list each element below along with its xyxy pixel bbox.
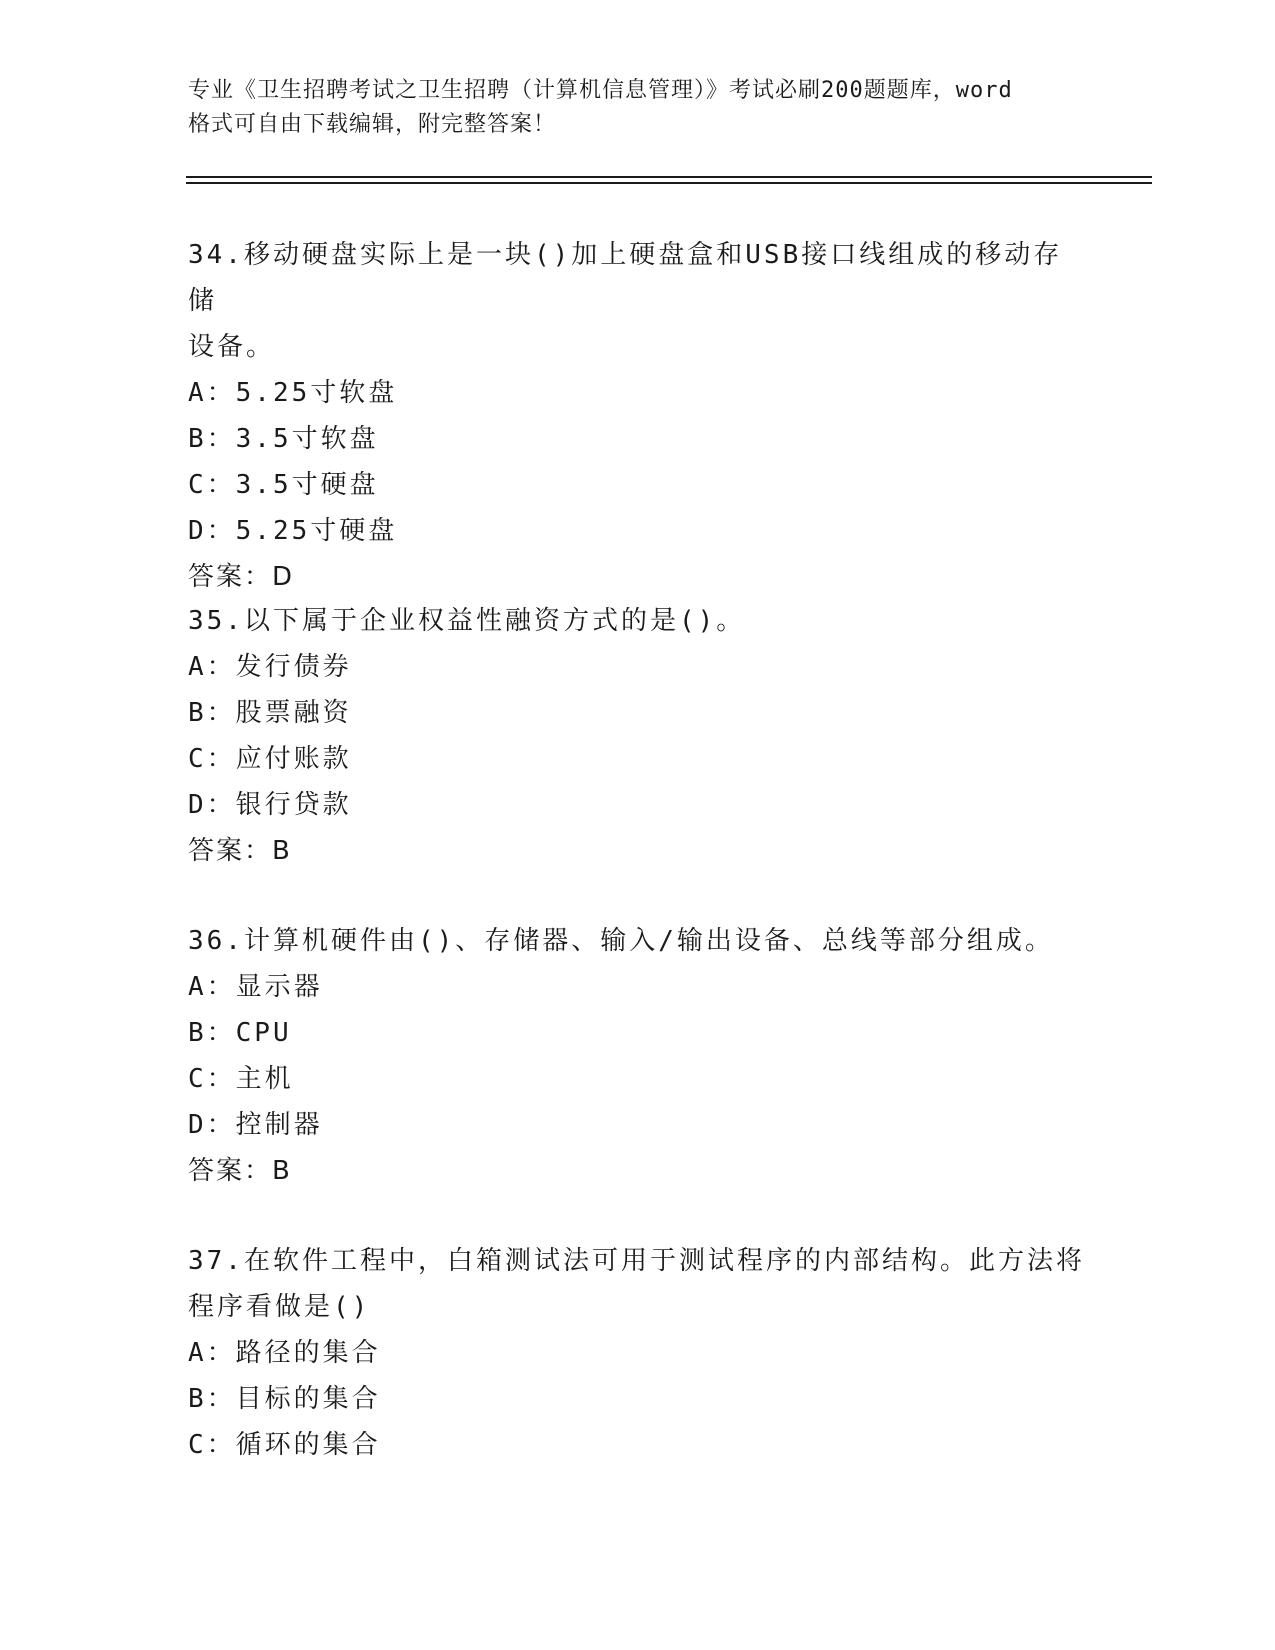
question-34-option-a xyxy=(188,370,1088,416)
question-36 xyxy=(188,918,1088,1194)
question-36-text-line-1: 36.计算机硬件由()、存储器、输入/输出设备、总线等部分组成。 xyxy=(188,926,1054,956)
option-text: 显示器 xyxy=(235,972,323,1002)
question-35-option-b xyxy=(188,690,1088,736)
option-label: D： xyxy=(188,516,236,546)
question-34-option-d xyxy=(188,508,1088,554)
option-label: B： xyxy=(188,1018,236,1048)
option-text: 控制器 xyxy=(235,1110,323,1140)
question-37-text-line-2: 程序看做是() xyxy=(188,1292,371,1322)
option-text: 5.25寸硬盘 xyxy=(235,516,398,546)
option-label: C： xyxy=(188,744,236,774)
question-35-option-d xyxy=(188,782,1088,828)
header-divider-top xyxy=(186,176,1152,178)
question-34-option-c xyxy=(188,462,1088,508)
header-intro-line-2: 格式可自由下载编辑，附完整答案！ xyxy=(188,112,557,137)
header-intro-line-1: 专业《卫生招聘考试之卫生招聘（计算机信息管理）》考试必刷200题题库，word xyxy=(188,78,1013,103)
question-35-answer: 答案：B xyxy=(188,836,292,866)
question-34-text-line-1: 34.移动硬盘实际上是一块()加上硬盘盒和USB接口线组成的移动存储 xyxy=(188,240,1063,316)
option-text: 主机 xyxy=(235,1064,294,1094)
question-35-text-line-1: 35.以下属于企业权益性融资方式的是()。 xyxy=(188,606,746,636)
option-label: A： xyxy=(188,1338,236,1368)
option-label: B： xyxy=(188,698,236,728)
option-label: B： xyxy=(188,424,236,454)
option-label: D： xyxy=(188,1110,236,1140)
question-35-option-a xyxy=(188,644,1088,690)
option-text: 5.25寸软盘 xyxy=(235,378,398,408)
option-label: A： xyxy=(188,972,236,1002)
document-header xyxy=(188,74,1088,142)
question-37-option-a xyxy=(188,1330,1088,1376)
option-text: 股票融资 xyxy=(235,698,352,728)
question-37-text-line-1: 37.在软件工程中，白箱测试法可用于测试程序的内部结构。此方法将 xyxy=(188,1246,1085,1276)
option-label: C： xyxy=(188,1064,236,1094)
option-text: 循环的集合 xyxy=(235,1430,381,1460)
question-36-option-b xyxy=(188,1010,1088,1056)
option-text: 银行贷款 xyxy=(235,790,352,820)
option-label: C： xyxy=(188,470,236,500)
question-34-text-line-2: 设备。 xyxy=(188,332,276,362)
option-label: A： xyxy=(188,652,236,682)
question-36-option-c xyxy=(188,1056,1088,1102)
question-36-option-d xyxy=(188,1102,1088,1148)
option-text: 应付账款 xyxy=(235,744,352,774)
option-label: A： xyxy=(188,378,236,408)
question-36-option-a xyxy=(188,964,1088,1010)
question-37-option-c xyxy=(188,1422,1088,1468)
option-label: B： xyxy=(188,1384,236,1414)
question-35 xyxy=(188,598,1088,874)
question-37-option-b xyxy=(188,1376,1088,1422)
question-35-option-c xyxy=(188,736,1088,782)
option-text: 3.5寸硬盘 xyxy=(235,470,379,500)
option-label: D： xyxy=(188,790,236,820)
question-34-option-b xyxy=(188,416,1088,462)
question-37 xyxy=(188,1238,1088,1468)
question-36-answer: 答案：B xyxy=(188,1156,292,1186)
option-text: 路径的集合 xyxy=(235,1338,381,1368)
option-text: CPU xyxy=(235,1018,292,1048)
question-34 xyxy=(188,232,1088,600)
header-divider-bottom xyxy=(186,182,1152,184)
option-text: 3.5寸软盘 xyxy=(235,424,379,454)
option-text: 目标的集合 xyxy=(235,1384,381,1414)
option-text: 发行债券 xyxy=(235,652,352,682)
question-34-answer: 答案：D xyxy=(188,562,295,592)
option-label: C： xyxy=(188,1430,236,1460)
